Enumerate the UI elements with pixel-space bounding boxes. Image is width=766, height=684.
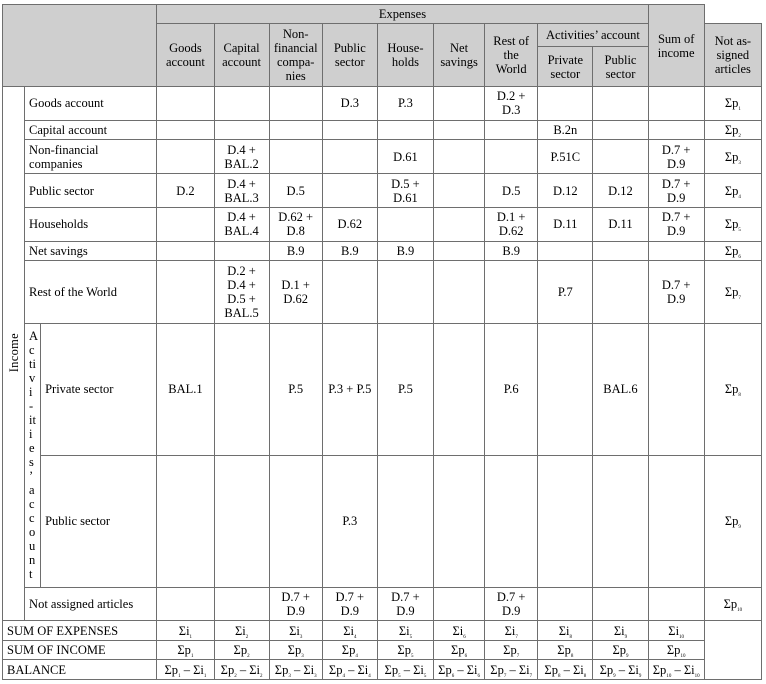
cell-netsavings-row: B.9 [485, 241, 538, 260]
cell-netsavings-notassigned [648, 241, 704, 260]
cell-row-act-public [593, 261, 648, 324]
row-label-activities-account: Activi-ities’ account [25, 323, 41, 587]
cell-actpub-nonfin [269, 455, 322, 587]
table-row [3, 587, 762, 621]
cell-public-netsavings [434, 174, 485, 208]
header-col-not-assigned-articles: Not as-signed articles [704, 24, 761, 87]
cell-public-notassigned: D.7 + D.9 [648, 174, 704, 208]
table-row [3, 261, 762, 324]
row-label-non-financial-companies: Non-financial companies [25, 140, 157, 174]
footer-income-act-private: $\Sigma p_8$ [538, 640, 593, 659]
header-col-goods-account: Goods account [157, 24, 214, 87]
footer-balance-households: $\Sigma p_5 - \Sigma i_5$ [377, 660, 433, 680]
footer-balance-row: $\Sigma p_7 - \Sigma i_7$ [485, 660, 538, 680]
cell-households-act-private: D.11 [538, 208, 593, 242]
cell-households-netsavings [434, 208, 485, 242]
cell-notassigned-row: D.7 + D.9 [485, 587, 538, 621]
cell-goods-goods [157, 87, 214, 121]
footer-income-row: $\Sigma p_7$ [485, 640, 538, 659]
cell-actpriv-row: P.6 [485, 323, 538, 455]
cell-notassigned-goods [157, 587, 214, 621]
footer-expenses-nonfin: $\Sigma i_3$ [269, 621, 322, 640]
header-col-non-financial-companies: Non-financial compa-nies [269, 24, 322, 87]
footer-expenses-households: $\Sigma i_5$ [377, 621, 433, 640]
table-row [3, 120, 762, 139]
cell-households-households [377, 208, 433, 242]
cell-capital-act-public [593, 120, 648, 139]
cell-notassigned-capital [214, 587, 269, 621]
cell-households-act-public: D.11 [593, 208, 648, 242]
cell-capital-act-private: B.2n [538, 120, 593, 139]
cell-nonfin-sum: $\Sigma p_3$ [704, 140, 761, 174]
cell-households-nonfin: D.62 + D.8 [269, 208, 322, 242]
cell-row-netsavings [434, 261, 485, 324]
cell-capital-goods [157, 120, 214, 139]
cell-actpub-notassigned [648, 455, 704, 587]
cell-public-row: D.5 [485, 174, 538, 208]
cell-row-public [322, 261, 377, 324]
cell-notassigned-netsavings [434, 587, 485, 621]
footer-row-sum-of-income [3, 640, 762, 659]
footer-income-goods: $\Sigma p_1$ [157, 640, 214, 659]
footer-balance-notassigned: $\Sigma p_{10} - \Sigma i_{10}$ [648, 660, 704, 680]
footer-balance-goods: $\Sigma p_1 - \Sigma i_1$ [157, 660, 214, 680]
footer-income-households: $\Sigma p_5$ [377, 640, 433, 659]
footer-income-notassigned: $\Sigma p_{10}$ [648, 640, 704, 659]
cell-nonfin-goods [157, 140, 214, 174]
cell-row-goods [157, 261, 214, 324]
cell-households-capital: D.4 + BAL.4 [214, 208, 269, 242]
footer-corner-blank [704, 621, 761, 680]
cell-netsavings-netsavings [434, 241, 485, 260]
cell-capital-netsavings [434, 120, 485, 139]
cell-nonfin-notassigned: D.7 + D.9 [648, 140, 704, 174]
cell-public-goods: D.2 [157, 174, 214, 208]
cell-nonfin-act-private: P.51C [538, 140, 593, 174]
footer-income-netsavings: $\Sigma p_6$ [434, 640, 485, 659]
footer-expenses-act-private: $\Sigma i_8$ [538, 621, 593, 640]
table-row [3, 455, 762, 587]
cell-actpub-households [377, 455, 433, 587]
cell-row-nonfin: D.1 + D.62 [269, 261, 322, 324]
footer-balance-act-private: $\Sigma p_8 - \Sigma i_8$ [538, 660, 593, 680]
cell-notassigned-notassigned [648, 587, 704, 621]
header-col-capital-account: Capital account [214, 24, 269, 87]
cell-notassigned-nonfin: D.7 + D.9 [269, 587, 322, 621]
header-col-activities-public-sector: Public sector [593, 47, 648, 87]
cell-row-notassigned: D.7 + D.9 [648, 261, 704, 324]
footer-expenses-notassigned: $\Sigma i_{10}$ [648, 621, 704, 640]
cell-goods-row: D.2 + D.3 [485, 87, 538, 121]
row-label-activities-private-sector: Private sector [41, 323, 157, 455]
cell-netsavings-capital [214, 241, 269, 260]
cell-actpriv-capital [214, 323, 269, 455]
cell-public-act-public: D.12 [593, 174, 648, 208]
table-row [3, 323, 762, 455]
cell-netsavings-sum: $\Sigma p_6$ [704, 241, 761, 260]
footer-balance-capital: $\Sigma p_2 - \Sigma i_2$ [214, 660, 269, 680]
cell-goods-act-private [538, 87, 593, 121]
cell-goods-act-public [593, 87, 648, 121]
cell-households-sum: $\Sigma p_5$ [704, 208, 761, 242]
cell-netsavings-nonfin: B.9 [269, 241, 322, 260]
footer-balance-nonfin: $\Sigma p_3 - \Sigma i_3$ [269, 660, 322, 680]
cell-netsavings-households: B.9 [377, 241, 433, 260]
cell-capital-nonfin [269, 120, 322, 139]
cell-households-row: D.1 + D.62 [485, 208, 538, 242]
row-label-public-sector: Public sector [25, 174, 157, 208]
header-col-rest-of-the-world: Rest of the World [485, 24, 538, 87]
cell-public-act-private: D.12 [538, 174, 593, 208]
cell-households-notassigned: D.7 + D.9 [648, 208, 704, 242]
footer-income-act-public: $\Sigma p_9$ [593, 640, 648, 659]
cell-nonfin-public [322, 140, 377, 174]
footer-balance-netsavings: $\Sigma p_6 - \Sigma i_6$ [434, 660, 485, 680]
cell-capital-notassigned [648, 120, 704, 139]
row-label-not-assigned-articles: Not assigned articles [25, 587, 157, 621]
cell-capital-capital [214, 120, 269, 139]
cell-actpriv-act-public: BAL.6 [593, 323, 648, 455]
table-row [3, 174, 762, 208]
footer-expenses-netsavings: $\Sigma i_6$ [434, 621, 485, 640]
cell-actpriv-sum: $\Sigma p_8$ [704, 323, 761, 455]
header-corner-blank [3, 5, 157, 87]
cell-actpriv-goods: BAL.1 [157, 323, 214, 455]
cell-capital-sum: $\Sigma p_2$ [704, 120, 761, 139]
cell-nonfin-row [485, 140, 538, 174]
cell-households-public: D.62 [322, 208, 377, 242]
footer-label-sum-of-income: SUM OF INCOME [3, 640, 157, 659]
cell-nonfin-nonfin [269, 140, 322, 174]
footer-balance-act-public: $\Sigma p_9 - \Sigma i_9$ [593, 660, 648, 680]
cell-notassigned-households: D.7 + D.9 [377, 587, 433, 621]
row-label-activities-public-sector: Public sector [41, 455, 157, 587]
cell-households-goods [157, 208, 214, 242]
cell-goods-sum: $\Sigma p_1$ [704, 87, 761, 121]
cell-capital-row [485, 120, 538, 139]
cell-row-capital: D.2 + D.4 + D.5 + BAL.5 [214, 261, 269, 324]
cell-public-public [322, 174, 377, 208]
cell-actpriv-public: P.3 + P.5 [322, 323, 377, 455]
cell-goods-notassigned [648, 87, 704, 121]
header-col-households: House-holds [377, 24, 433, 87]
footer-expenses-capital: $\Sigma i_2$ [214, 621, 269, 640]
cell-goods-public: D.3 [322, 87, 377, 121]
cell-actpriv-households: P.5 [377, 323, 433, 455]
cell-notassigned-act-private [538, 587, 593, 621]
cell-actpub-public: P.3 [322, 455, 377, 587]
footer-label-balance: BALANCE [3, 660, 157, 680]
header-sum-of-income: Sum of income [648, 5, 704, 87]
table-row [3, 241, 762, 260]
income-axis-label: Income [3, 87, 25, 621]
table-row [3, 87, 762, 121]
cell-public-capital: D.4 + BAL.3 [214, 174, 269, 208]
header-expenses: Expenses [157, 5, 648, 24]
row-label-households: Households [25, 208, 157, 242]
cell-goods-households: P.3 [377, 87, 433, 121]
footer-income-capital: $\Sigma p_2$ [214, 640, 269, 659]
cell-nonfin-households: D.61 [377, 140, 433, 174]
cell-actpub-sum: $\Sigma p_9$ [704, 455, 761, 587]
cell-nonfin-capital: D.4 + BAL.2 [214, 140, 269, 174]
footer-row-sum-of-expenses [3, 621, 762, 640]
cell-goods-capital [214, 87, 269, 121]
footer-income-public: $\Sigma p_4$ [322, 640, 377, 659]
cell-notassigned-sum: $\Sigma p_{10}$ [704, 587, 761, 621]
footer-expenses-public: $\Sigma i_4$ [322, 621, 377, 640]
table-row [3, 140, 762, 174]
cell-row-households [377, 261, 433, 324]
cell-actpub-act-public [593, 455, 648, 587]
cell-actpriv-notassigned [648, 323, 704, 455]
footer-balance-public: $\Sigma p_4 - \Sigma i_4$ [322, 660, 377, 680]
footer-expenses-row: $\Sigma i_7$ [485, 621, 538, 640]
cell-goods-nonfin [269, 87, 322, 121]
header-col-public-sector: Public sector [322, 24, 377, 87]
cell-netsavings-act-public [593, 241, 648, 260]
cell-public-nonfin: D.5 [269, 174, 322, 208]
table-row [3, 208, 762, 242]
cell-netsavings-public: B.9 [322, 241, 377, 260]
cell-public-households: D.5 + D.61 [377, 174, 433, 208]
cell-nonfin-netsavings [434, 140, 485, 174]
row-label-rest-of-the-world: Rest of the World [25, 261, 157, 324]
footer-label-sum-of-expenses: SUM OF EXPENSES [3, 621, 157, 640]
cell-actpub-act-private [538, 455, 593, 587]
row-label-net-savings: Net savings [25, 241, 157, 260]
cell-actpub-netsavings [434, 455, 485, 587]
cell-row-sum: $\Sigma p_7$ [704, 261, 761, 324]
cell-actpriv-act-private [538, 323, 593, 455]
cell-public-sum: $\Sigma p_4$ [704, 174, 761, 208]
header-col-activities-private-sector: Private sector [538, 47, 593, 87]
cell-netsavings-goods [157, 241, 214, 260]
cell-actpriv-nonfin: P.5 [269, 323, 322, 455]
header-col-net-savings: Net savings [434, 24, 485, 87]
matrix-table [2, 4, 762, 680]
header-row-top [3, 5, 762, 24]
cell-nonfin-act-public [593, 140, 648, 174]
footer-expenses-act-public: $\Sigma i_9$ [593, 621, 648, 640]
cell-notassigned-act-public [593, 587, 648, 621]
row-label-goods-account: Goods account [25, 87, 157, 121]
footer-row-balance [3, 660, 762, 680]
cell-goods-netsavings [434, 87, 485, 121]
cell-capital-public [322, 120, 377, 139]
cell-capital-households [377, 120, 433, 139]
cell-actpub-row [485, 455, 538, 587]
cell-netsavings-act-private [538, 241, 593, 260]
cell-actpub-capital [214, 455, 269, 587]
footer-income-nonfin: $\Sigma p_3$ [269, 640, 322, 659]
cell-actpub-goods [157, 455, 214, 587]
footer-expenses-goods: $\Sigma i_1$ [157, 621, 214, 640]
cell-notassigned-public: D.7 + D.9 [322, 587, 377, 621]
cell-row-act-private: P.7 [538, 261, 593, 324]
header-col-activities-account: Activities’ account [538, 24, 648, 47]
row-label-capital-account: Capital account [25, 120, 157, 139]
cell-actpriv-netsavings [434, 323, 485, 455]
cell-row-row [485, 261, 538, 324]
